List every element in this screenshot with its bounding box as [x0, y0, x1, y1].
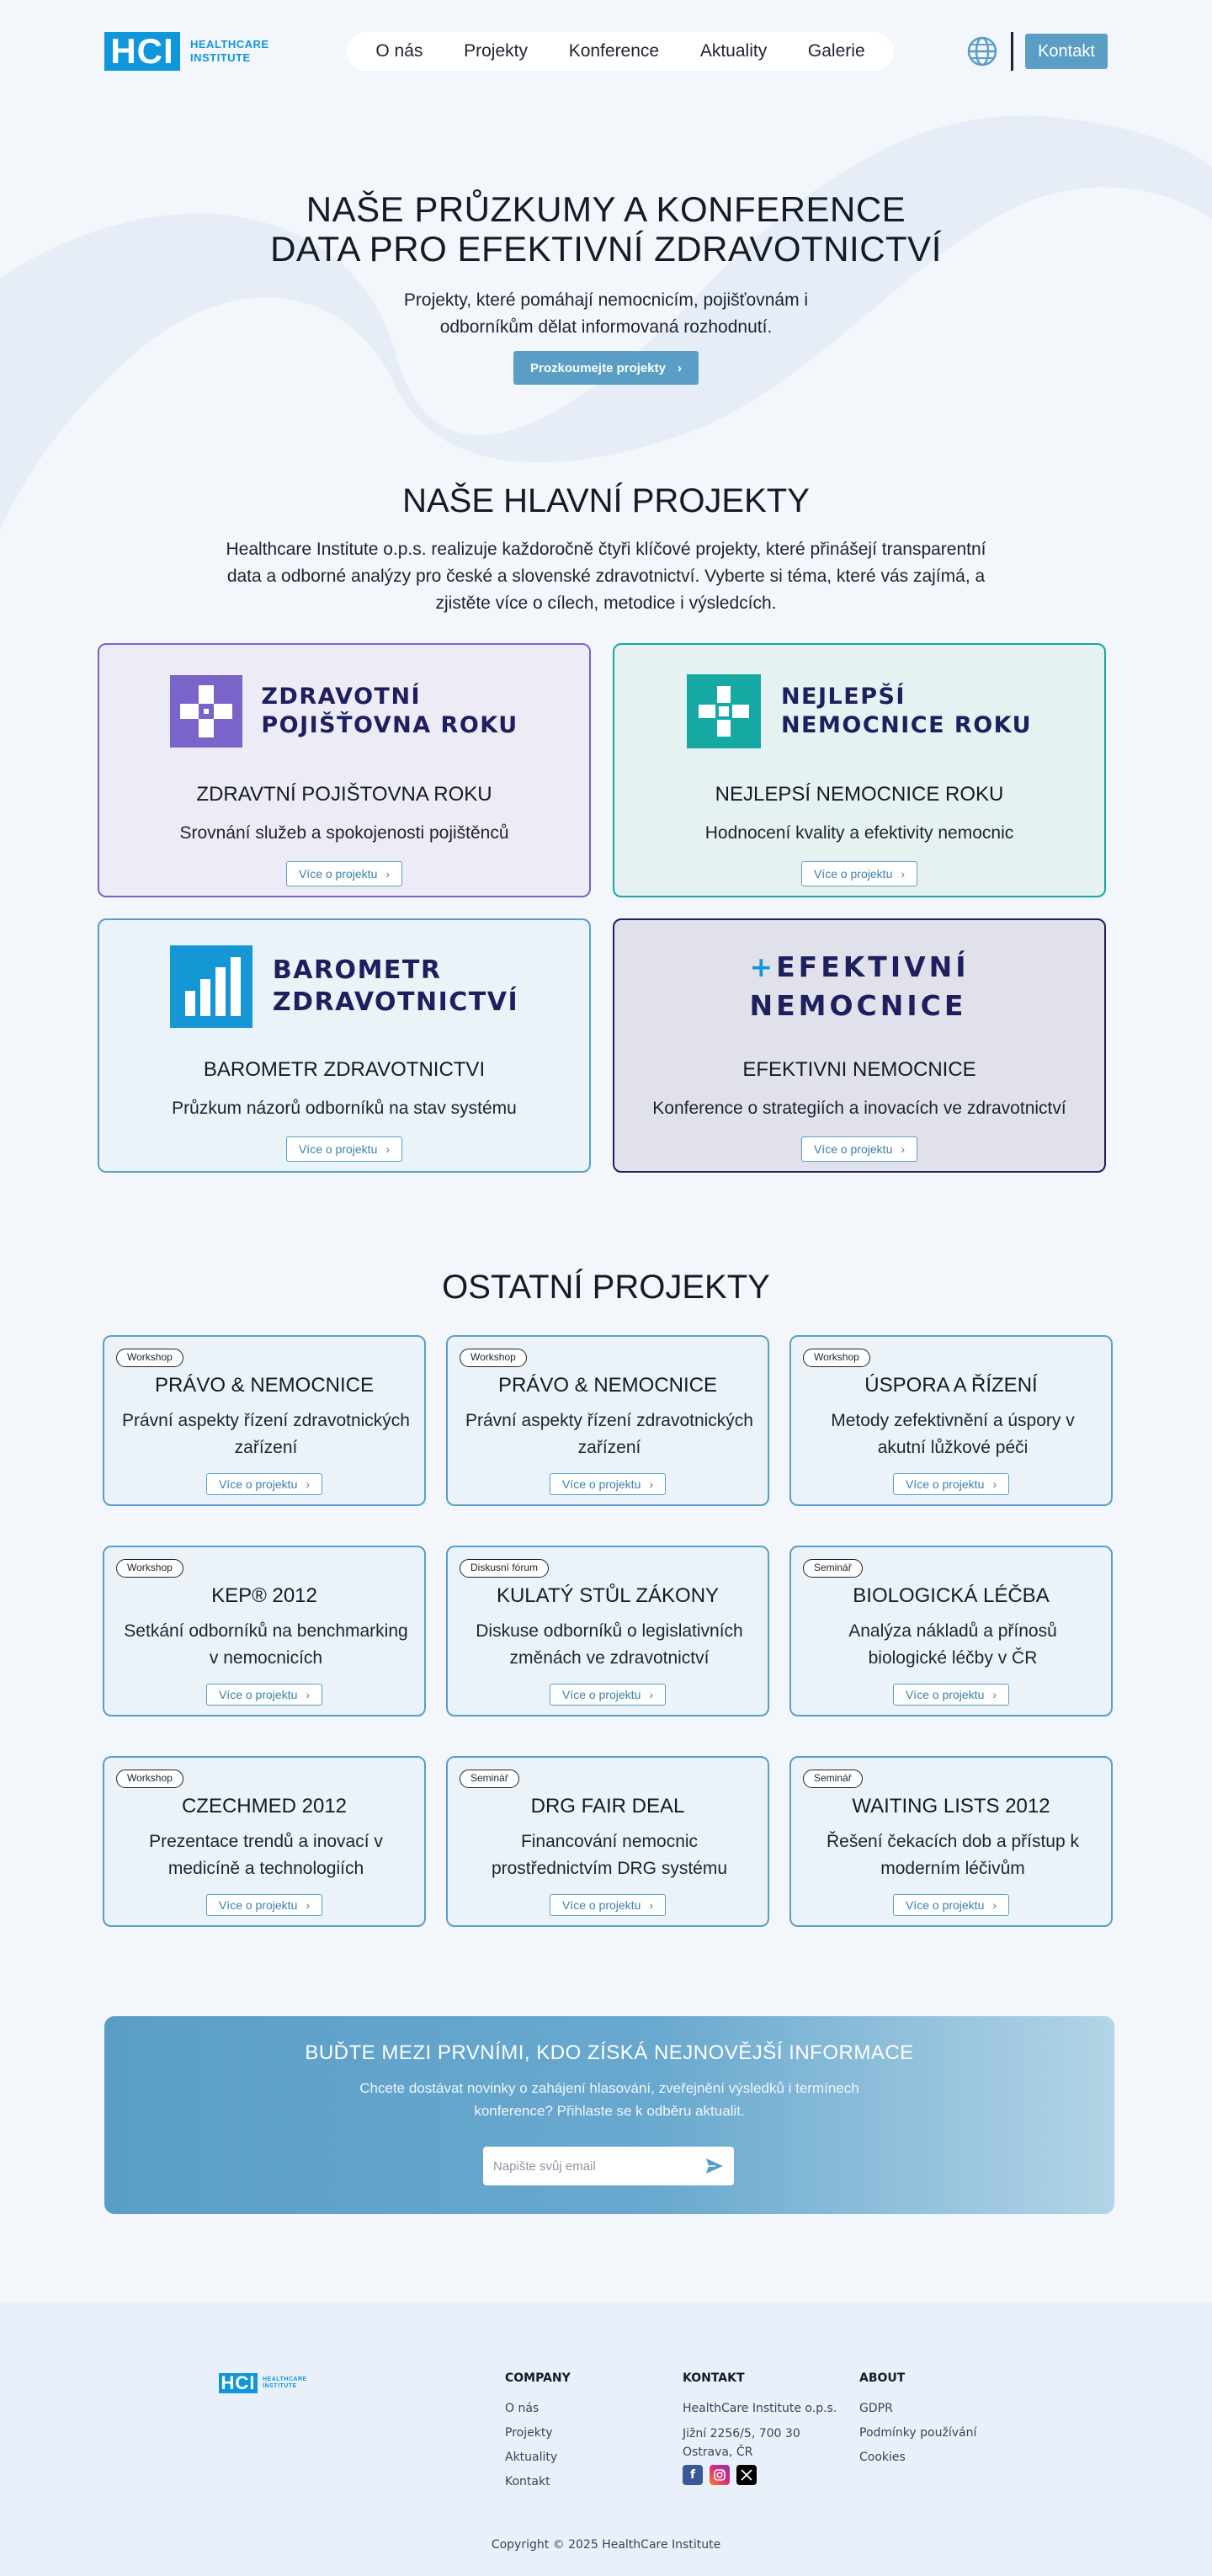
social-links [683, 2465, 837, 2485]
project-description: Právní aspekty řízení zdravotnických zařízení [465, 1411, 753, 1457]
project-more-button[interactable] [893, 1684, 1009, 1706]
chevron-right-icon: › [385, 1142, 391, 1156]
footer-link-gdpr[interactable]: GDPR [859, 2402, 893, 2415]
footer-logo-line-1: HEALTHCARE [263, 2376, 307, 2382]
project-more-button[interactable] [286, 861, 402, 886]
footer-logo[interactable] [219, 2373, 307, 2393]
project-logo [99, 673, 589, 749]
main-projects-intro: Healthcare Institute o.p.s. realizuje každoročně čtyři klíčové projekty, které přinášejí transparentní data a odborné analýzy pro české a slovenské zdravotnictví. Vyberte si téma, které vás zajímá, a zjistěte více o cílech, metodice i výsledcích. [226, 540, 986, 613]
project-logo-line-2: POJIŠŤOVNA ROKU [261, 712, 518, 738]
language-globe-icon[interactable] [966, 35, 998, 67]
plus-icon: + [749, 950, 777, 983]
contact-button[interactable]: Kontakt [1025, 34, 1108, 69]
more-label: Více o projektu [298, 1142, 378, 1156]
logo-mark: HCI [104, 32, 180, 71]
more-label: Více o projektu [905, 1898, 985, 1912]
project-more-button[interactable] [550, 1684, 666, 1706]
hero-title [0, 189, 1212, 269]
other-project-card[interactable] [446, 1756, 769, 1927]
explore-projects-button[interactable] [513, 351, 699, 385]
project-description: Konference o strategiích a inovacích ve zdravotnictví [652, 1099, 1066, 1118]
project-description: Financování nemocnic prostřednictvím DRG systému [491, 1832, 728, 1878]
project-logo-line-2: NEMOCNICE [749, 989, 967, 1022]
footer-about-column [859, 2371, 976, 2470]
project-description: Diskuse odborníků o legislativních změnách ve zdravotnictví [476, 1621, 743, 1668]
main-projects-title: NAŠE HLAVNÍ PROJEKTY [402, 482, 810, 519]
copyright-text: Copyright © 2025 HealthCare Institute [491, 2538, 721, 2552]
project-logo-line-2: NEMOCNICE ROKU [780, 712, 1033, 738]
project-description: Řešení čekacích dob a přístup k moderním léčivům [827, 1832, 1079, 1878]
more-label: Více o projektu [905, 1688, 985, 1701]
project-logo-line-1: BAROMETR [272, 955, 442, 985]
hero-title-line-2: DATA PRO EFEKTIVNÍ ZDRAVOTNICTVÍ [270, 229, 942, 269]
chevron-right-icon: › [385, 867, 391, 881]
project-logo-line-1: EFEKTIVNÍ [776, 950, 970, 983]
more-label: Více o projektu [298, 867, 378, 881]
project-title: KEP® 2012 [211, 1584, 317, 1607]
hero-section [0, 189, 1212, 385]
site-footer [0, 2302, 1212, 2576]
nav-item-projekty[interactable]: Projekty [464, 41, 528, 61]
project-logo-line-1: ZDRAVOTNÍ [261, 684, 422, 710]
footer-logo-wordmark [263, 2376, 307, 2390]
chevron-right-icon: › [649, 1688, 654, 1701]
other-projects-title: OSTATNÍ PROJEKTY [442, 1269, 770, 1306]
newsletter-section [104, 2016, 1114, 2214]
chevron-right-icon: › [306, 1477, 311, 1491]
project-title: KULATÝ STŮL ZÁKONY [496, 1584, 720, 1607]
project-more-button[interactable] [893, 1473, 1009, 1495]
project-more-button[interactable] [801, 861, 917, 886]
email-input[interactable] [493, 2159, 687, 2174]
chevron-right-icon: › [677, 360, 682, 375]
nav-item-aktuality[interactable]: Aktuality [699, 41, 768, 61]
more-label: Více o projektu [561, 1688, 641, 1701]
main-nav [347, 32, 894, 71]
more-label: Více o projektu [218, 1477, 298, 1491]
project-more-button[interactable] [206, 1684, 322, 1706]
project-description: Srovnání služeb a spokojenosti pojištěnců [179, 823, 509, 843]
project-description: Prezentace trendů a inovací v medicíně a technologiích [149, 1832, 383, 1878]
footer-logo-line-2: INSTITUTE [263, 2383, 297, 2389]
footer-logo-mark: HCI [219, 2373, 258, 2393]
project-more-button[interactable] [801, 1136, 917, 1162]
other-project-card[interactable] [446, 1546, 769, 1716]
other-project-card[interactable] [446, 1335, 769, 1506]
project-more-button[interactable] [286, 1136, 402, 1162]
project-tag: Workshop [116, 1770, 183, 1788]
chevron-right-icon: › [649, 1477, 654, 1491]
project-title: PRÁVO & NEMOCNICE [154, 1374, 375, 1397]
footer-link-terms[interactable]: Podmínky používání [859, 2426, 977, 2440]
project-card-zdravotni-pojistovna[interactable] [98, 643, 591, 897]
project-more-button[interactable] [206, 1473, 322, 1495]
footer-company-column [505, 2371, 571, 2494]
project-title: PRÁVO & NEMOCNICE [497, 1374, 718, 1397]
other-project-card[interactable] [789, 1546, 1113, 1716]
nav-item-o-nas[interactable]: O nás [375, 41, 423, 61]
newsletter-title: BUĎTE MEZI PRVNÍMI, KDO ZÍSKÁ NEJNOVĚJŠÍ INFORMACE [305, 2041, 914, 2064]
chevron-right-icon: › [992, 1898, 997, 1912]
footer-contact-column [683, 2371, 837, 2485]
bar-chart-icon [170, 945, 252, 1028]
project-more-button[interactable] [893, 1894, 1009, 1916]
project-tag: Seminář [803, 1559, 863, 1578]
project-more-button[interactable] [550, 1473, 666, 1495]
logo-wordmark [190, 38, 269, 65]
project-description: Hodnocení kvality a efektivity nemocnic [704, 823, 1014, 843]
footer-contact-heading: KONTAKT [683, 2371, 745, 2385]
hero-subtitle [0, 287, 1212, 341]
project-description: Průzkum názorů odborníků na stav systému [172, 1099, 517, 1118]
project-tag: Workshop [460, 1349, 527, 1367]
chevron-right-icon: › [649, 1898, 654, 1912]
footer-link-kontakt[interactable]: Kontakt [505, 2475, 550, 2488]
project-tag: Workshop [116, 1559, 183, 1578]
footer-about-heading: ABOUT [859, 2371, 906, 2385]
footer-link-projekty[interactable]: Projekty [505, 2426, 553, 2440]
project-title: WAITING LISTS 2012 [852, 1795, 1050, 1818]
project-tag: Seminář [460, 1770, 519, 1788]
hero-subtitle-line-2: odborníkům dělat informovaná rozhodnutí. [439, 317, 773, 337]
other-project-card[interactable] [789, 1335, 1113, 1506]
project-card-barometr[interactable] [98, 918, 591, 1173]
project-card-nejlepsi-nemocnice[interactable] [613, 643, 1106, 897]
project-logo-line-1: NEJLEPŠÍ [780, 684, 906, 710]
hero-subtitle-line-1: Projekty, které pomáhají nemocnicím, pojišťovnám i [403, 290, 809, 310]
footer-link-aktuality[interactable]: Aktuality [505, 2451, 558, 2464]
other-project-card[interactable] [789, 1756, 1113, 1927]
other-project-card[interactable] [103, 1546, 426, 1716]
footer-link-cookies[interactable]: Cookies [859, 2451, 906, 2464]
more-label: Více o projektu [218, 1898, 298, 1912]
medical-cross-icon [170, 675, 242, 748]
footer-link-o-nas[interactable]: O nás [505, 2402, 540, 2415]
project-title: ZDRAVTNÍ POJIŠTOVNA ROKU [196, 783, 492, 806]
chevron-right-icon: › [901, 867, 906, 881]
project-tag: Workshop [116, 1349, 183, 1367]
project-title: BAROMETR ZDRAVOTNICTVI [203, 1058, 486, 1081]
project-description: Analýza nákladů a přínosů biologické léčby v ČR [848, 1621, 1057, 1668]
instagram-icon[interactable] [710, 2465, 730, 2485]
logo-line-1: HEALTHCARE [190, 38, 269, 51]
project-title: CZECHMED 2012 [181, 1795, 348, 1818]
send-icon[interactable] [705, 2158, 724, 2174]
project-title: ÚSPORA A ŘÍZENÍ [864, 1374, 1038, 1397]
newsletter-email-field [483, 2147, 734, 2185]
footer-contact-address-2: Ostrava, ČR [683, 2446, 753, 2459]
project-description: Metody zefektivnění a úspory v akutní lůžkové péči [831, 1411, 1075, 1457]
hero-title-line-1: NAŠE PRŮZKUMY A KONFERENCE [306, 189, 906, 229]
project-more-button[interactable] [206, 1894, 322, 1916]
project-more-button[interactable] [550, 1894, 666, 1916]
chevron-right-icon: › [992, 1688, 997, 1701]
medical-cross-icon [687, 674, 761, 748]
project-title: EFEKTIVNI NEMOCNICE [742, 1058, 976, 1081]
project-title: BIOLOGICKÁ LÉČBA [853, 1584, 1050, 1607]
project-tag: Diskusní fórum [460, 1559, 549, 1578]
more-label: Více o projektu [813, 867, 893, 881]
chevron-right-icon: › [901, 1142, 906, 1156]
newsletter-text: Chcete dostávat novinky o zahájení hlasování, zveřejnění výsledků i termínech konference? Přihlaste se k odběru aktualit. [359, 2080, 859, 2119]
more-label: Více o projektu [561, 1898, 641, 1912]
project-logo [614, 673, 1104, 749]
more-label: Více o projektu [813, 1142, 893, 1156]
site-header [104, 32, 1108, 72]
more-label: Více o projektu [561, 1477, 641, 1491]
project-description: Právní aspekty řízení zdravotnických zařízení [122, 1411, 410, 1457]
footer-company-heading: COMPANY [505, 2371, 571, 2385]
project-tag: Workshop [803, 1349, 870, 1367]
footer-contact-name: HealthCare Institute o.p.s. [683, 2402, 837, 2415]
x-twitter-icon[interactable] [736, 2465, 757, 2485]
site-logo[interactable] [104, 32, 269, 71]
project-title: NEJLEPSÍ NEMOCNICE ROKU [715, 783, 1004, 806]
nav-item-galerie[interactable]: Galerie [807, 41, 865, 61]
explore-projects-label: Prozkoumejte projekty [530, 360, 666, 375]
more-label: Více o projektu [218, 1688, 298, 1701]
chevron-right-icon: › [306, 1898, 311, 1912]
project-logo [614, 949, 1104, 1025]
chevron-right-icon: › [992, 1477, 997, 1491]
facebook-icon[interactable]: f [683, 2465, 703, 2485]
more-label: Více o projektu [905, 1477, 985, 1491]
footer-contact-address-1: Jižní 2256/5, 700 30 [683, 2427, 800, 2440]
other-project-card[interactable] [103, 1335, 426, 1506]
project-tag: Seminář [803, 1770, 863, 1788]
project-logo-line-2: ZDRAVOTNICTVÍ [272, 987, 519, 1017]
project-card-efektivni-nemocnice[interactable] [613, 918, 1106, 1173]
project-description: Setkání odborníků na benchmarking v nemocnicích [124, 1621, 408, 1668]
other-project-card[interactable] [103, 1756, 426, 1927]
logo-line-2: INSTITUTE [190, 51, 251, 64]
project-logo [99, 949, 589, 1025]
header-divider [1011, 32, 1013, 71]
project-title: DRG FAIR DEAL [530, 1795, 685, 1818]
nav-item-konference[interactable]: Konference [568, 41, 660, 61]
chevron-right-icon: › [306, 1688, 311, 1701]
